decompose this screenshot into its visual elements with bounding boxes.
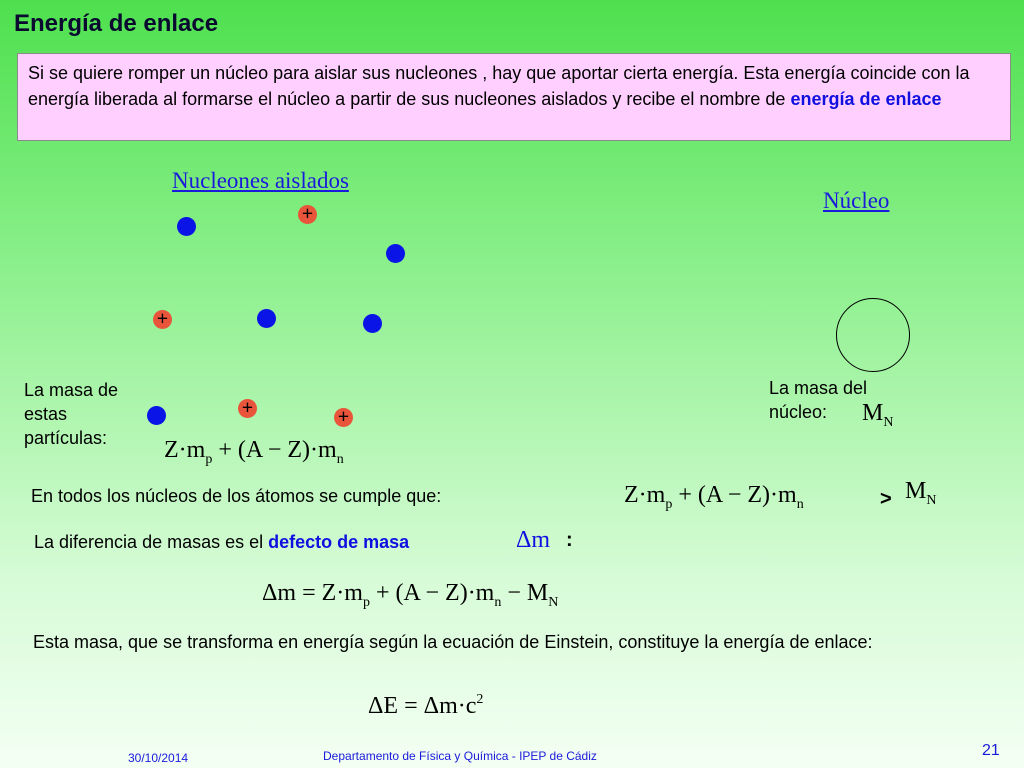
einstein-sentence: Esta masa, que se transforma en energía según la ecuación de Einstein, constituye la energía de enlace: <box>33 632 873 652</box>
plus-icon: + <box>241 397 254 419</box>
difference-sentence: La diferencia de masas es el defecto de masa <box>34 532 410 552</box>
greater-than-sign: > <box>880 488 892 510</box>
proton-dot <box>298 205 317 224</box>
plus-icon: + <box>156 308 169 330</box>
footer-department: Departamento de Física y Química - IPEP de Cádiz <box>323 749 597 763</box>
sum-masses-formula: $Z\cdot m_p + (A - Z)\cdot m_n$ <box>164 437 344 467</box>
mass-nucleus-label: La masa del núcleo: <box>769 378 868 422</box>
neutron-dot <box>177 217 196 236</box>
mass-defect-formula: $\Delta m = Z\cdot m_p + (A - Z)\cdot m_n - M_N$ <box>262 580 559 610</box>
page-number: 21 <box>982 742 1000 759</box>
nucleus-mass-formula-2: $M_N$ <box>905 478 937 508</box>
intro-text: Si se quiere romper un núcleo para aislar sus nucleones , hay que aportar cierta energía. Esta energía coincide con la energía liberada al formarse el núcleo a partir de sus nucleones aislados y recibe el nombre de <box>28 63 970 109</box>
nucleons-link[interactable]: Nucleones aislados <box>172 168 349 193</box>
delta-m-symbol: Δm <box>516 527 551 553</box>
plus-icon: + <box>301 203 314 225</box>
mass-defect-term: defecto de masa <box>268 532 410 552</box>
proton-dot <box>153 310 172 329</box>
intro-highlight: energía de enlace <box>790 89 942 109</box>
neutron-dot <box>363 314 382 333</box>
proton-dot <box>238 399 257 418</box>
slide-title: Energía de enlace <box>14 10 219 37</box>
energy-formula: $\Delta E = \Delta m\cdot c^2$ <box>368 692 484 719</box>
sum-masses-formula-2: $Z\cdot m_p + (A - Z)\cdot m_n$ <box>624 482 804 512</box>
neutron-dot <box>386 244 405 263</box>
nucleus-link[interactable]: Núcleo <box>823 188 890 213</box>
neutron-dot <box>257 309 276 328</box>
colon: : <box>566 529 573 551</box>
nucleus-mass-formula: $M_N$ <box>862 400 894 430</box>
plus-icon: + <box>337 406 350 428</box>
nucleus-circle <box>836 298 910 372</box>
intro-box <box>17 53 1011 141</box>
proton-dot <box>334 408 353 427</box>
all-nuclei-sentence: En todos los núcleos de los átomos se cumple que: <box>31 486 442 506</box>
mass-particles-label: La masa de estas partículas: <box>24 380 119 448</box>
footer-date: 30/10/2014 <box>128 751 189 765</box>
